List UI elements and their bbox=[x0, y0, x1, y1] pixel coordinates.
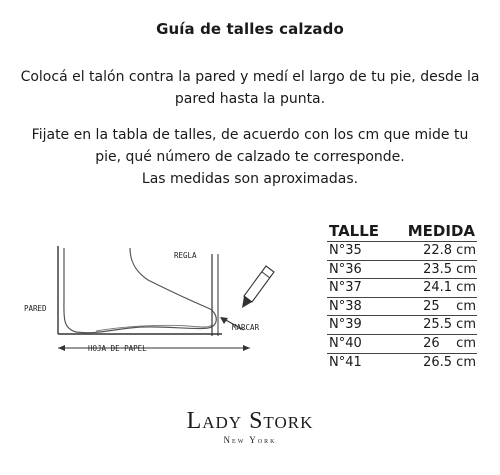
instruction-paragraph-3: Las medidas son aproximadas. bbox=[141, 171, 359, 187]
measure-cell: 25 cm bbox=[423, 298, 476, 314]
paper-dimension-arrow-right bbox=[243, 345, 250, 351]
size-table-header bbox=[327, 221, 477, 241]
size-cell: N°35 bbox=[329, 243, 362, 258]
table-row bbox=[327, 278, 477, 297]
brand-name: Lady Stork bbox=[186, 408, 314, 434]
label-pared: PARED bbox=[24, 304, 47, 313]
measure-cell: 25.5 cm bbox=[423, 317, 476, 333]
size-cell: N°36 bbox=[329, 261, 362, 277]
table-row bbox=[327, 315, 477, 334]
header-measure: MEDIDA bbox=[407, 222, 475, 240]
measure-cell: 24.1 cm bbox=[423, 280, 476, 296]
brand-subtitle: New York bbox=[223, 435, 277, 445]
label-regla: REGLA bbox=[174, 251, 197, 260]
table-row bbox=[327, 297, 477, 316]
brand-logo bbox=[0, 407, 500, 445]
measure-cell: 23.5 cm bbox=[423, 261, 476, 277]
instruction-paragraph-1: Colocá el talón contra la pared y medí el largo de tu pie, desde la pared hasta la punta. bbox=[20, 69, 480, 107]
table-row bbox=[327, 260, 477, 279]
foot-outline bbox=[64, 248, 216, 333]
measure-cell: 22.8 cm bbox=[423, 243, 476, 258]
label-hoja-de-papel: HOJA DE PAPEL bbox=[88, 344, 147, 353]
size-cell: N°37 bbox=[329, 280, 362, 296]
page-title: Guía de talles calzado bbox=[156, 20, 344, 38]
label-marcar: MARCAR bbox=[232, 323, 260, 332]
table-row bbox=[327, 334, 477, 353]
size-cell: N°39 bbox=[329, 317, 362, 333]
table-row bbox=[327, 353, 477, 372]
instruction-paragraph-2: Fijate en la tabla de talles, de acuerdo con los cm que mide tu pie, qué número de calzado te corresponde. bbox=[31, 127, 469, 165]
size-table bbox=[327, 221, 477, 371]
paper-dimension-arrow-left bbox=[58, 345, 65, 351]
pencil-body bbox=[244, 266, 274, 302]
header-size: TALLE bbox=[329, 222, 380, 240]
size-cell: N°38 bbox=[329, 298, 362, 314]
size-cell: N°40 bbox=[329, 335, 362, 351]
foot-measuring-diagram bbox=[18, 238, 318, 368]
size-cell: N°41 bbox=[329, 354, 362, 370]
measure-cell: 26 cm bbox=[423, 335, 476, 351]
table-row bbox=[327, 241, 477, 260]
pencil-band bbox=[262, 272, 270, 278]
measure-cell: 26.5 cm bbox=[423, 354, 476, 370]
